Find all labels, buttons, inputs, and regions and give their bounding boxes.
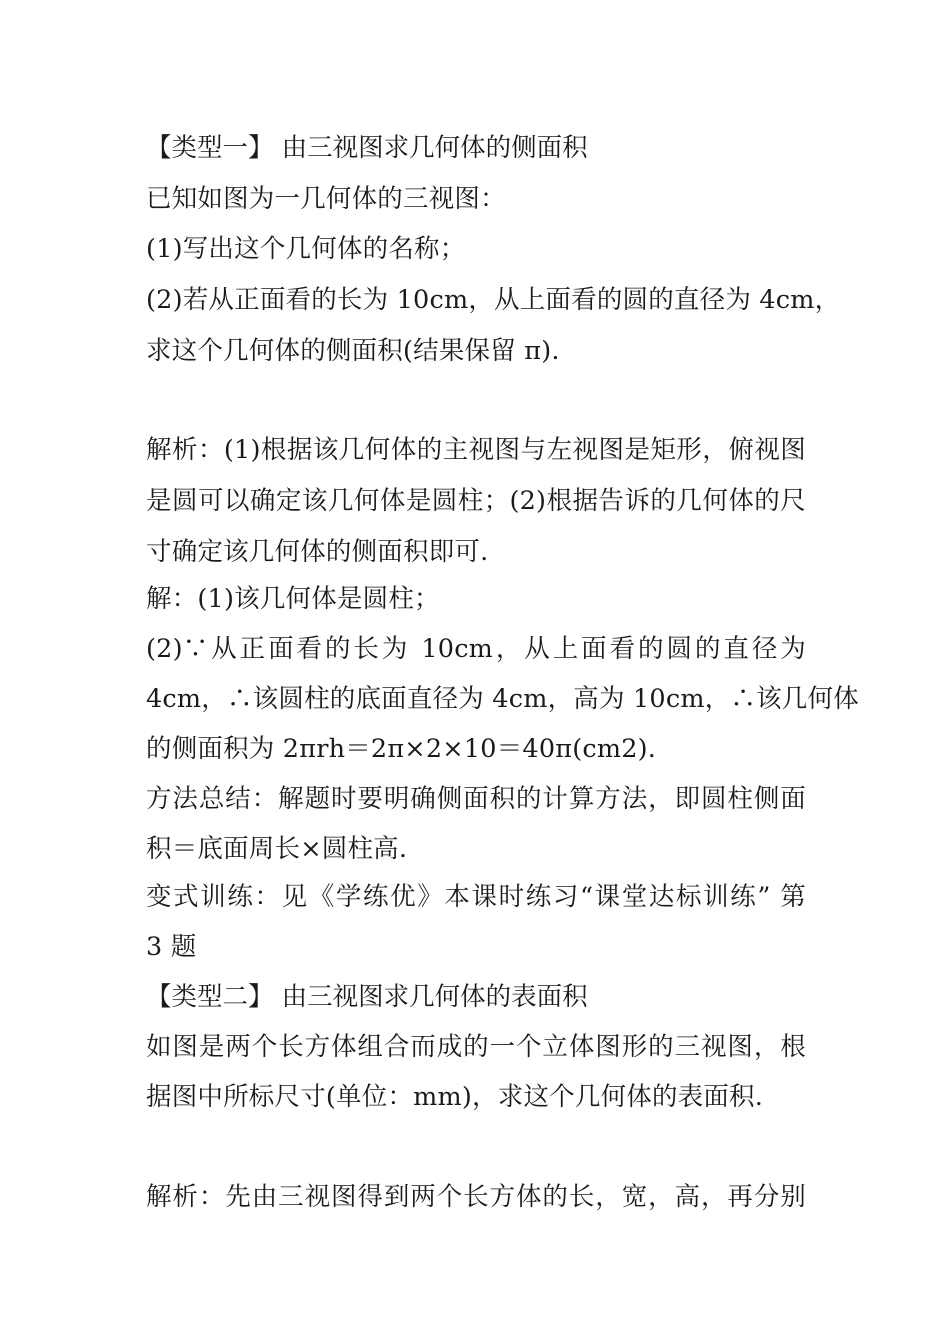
type1-solution-line-4: 的侧面积为 2πrh＝2π×2×10＝40π(cm2).	[146, 734, 657, 764]
type1-problem-intro: 已知如图为一几何体的三视图：	[146, 184, 506, 214]
type2-problem-line-1: 如图是两个长方体组合而成的一个立体图形的三视图，根	[146, 1032, 806, 1062]
type2-problem-line-2: 据图中所标尺寸(单位：mm)，求这个几何体的表面积.	[146, 1082, 764, 1112]
type2-analysis-line-1: 解析：先由三视图得到两个长方体的长，宽，高，再分别	[146, 1182, 806, 1212]
type1-practice-line-1: 变式训练：见《学练优》本课时练习“课堂达标训练” 第	[146, 882, 806, 912]
type1-analysis-line-1: 解析：(1)根据该几何体的主视图与左视图是矩形，俯视图	[146, 435, 806, 465]
type1-summary-line-1: 方法总结：解题时要明确侧面积的计算方法，即圆柱侧面	[146, 784, 806, 814]
type1-solution-line-3: 4cm，∴该圆柱的底面直径为 4cm，高为 10cm，∴该几何体	[146, 684, 859, 714]
type1-summary-line-2: 积＝底面周长×圆柱高.	[146, 834, 408, 864]
type1-practice-line-2: 3 题	[146, 932, 197, 962]
type1-question-1: (1)写出这个几何体的名称；	[146, 234, 466, 264]
type1-question-2-line-1: (2)若从正面看的长为 10cm，从上面看的圆的直径为 4cm，	[146, 285, 841, 315]
type2-heading: 【类型二】 由三视图求几何体的表面积	[146, 982, 588, 1012]
type1-question-2-line-2: 求这个几何体的侧面积(结果保留 π).	[146, 336, 560, 366]
type1-solution-line-2: (2)∵从正面看的长为 10cm，从上面看的圆的直径为	[146, 634, 806, 664]
type1-solution-line-1: 解：(1)该几何体是圆柱；	[146, 584, 440, 614]
type1-heading: 【类型一】 由三视图求几何体的侧面积	[146, 133, 588, 163]
type1-analysis-line-2: 是圆可以确定该几何体是圆柱；(2)根据告诉的几何体的尺	[146, 486, 806, 516]
type1-analysis-line-3: 寸确定该几何体的侧面积即可.	[146, 537, 489, 567]
